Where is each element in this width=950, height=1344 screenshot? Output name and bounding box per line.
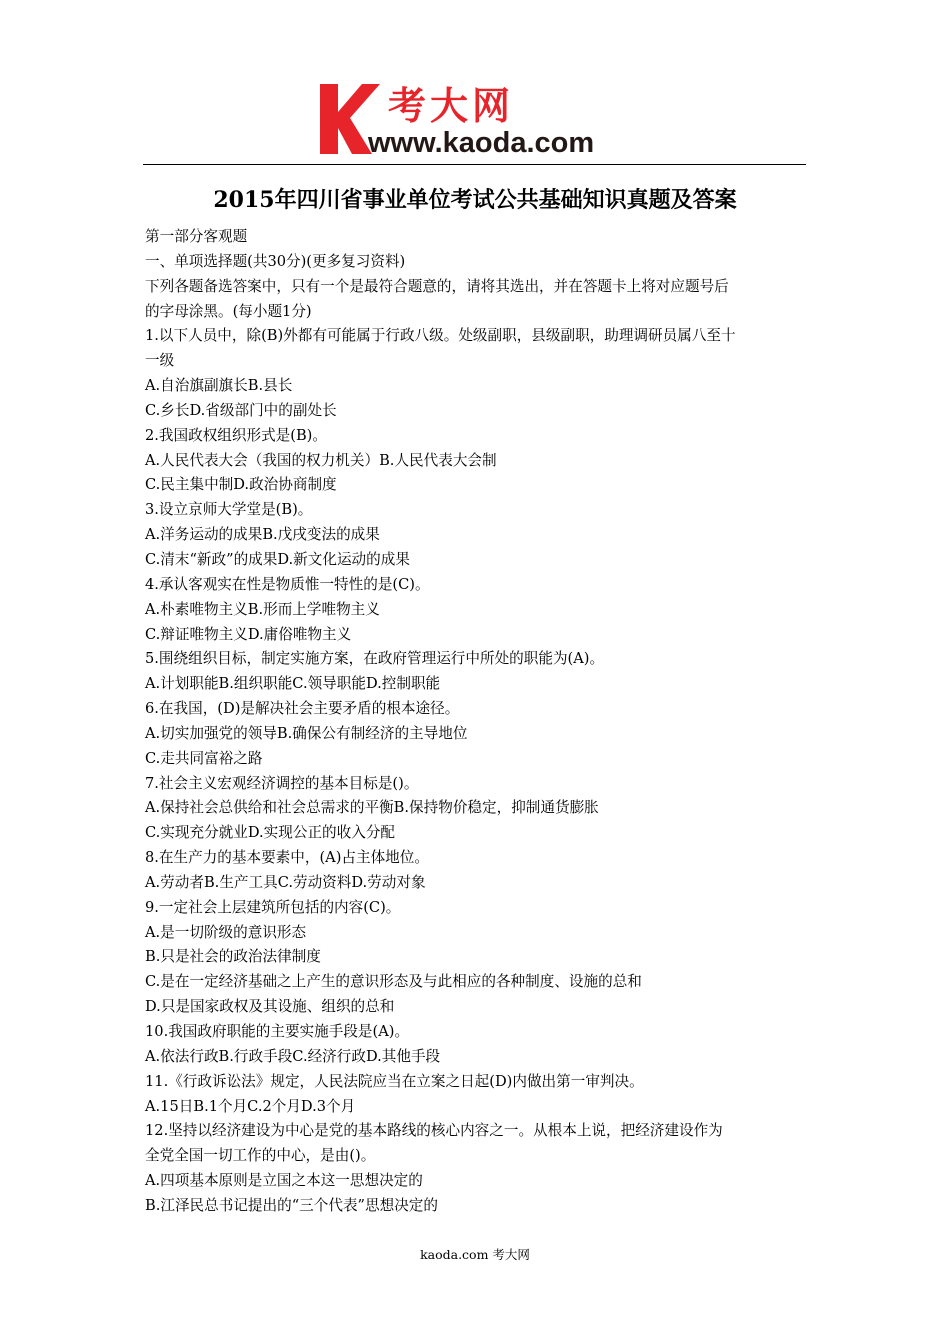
body-line: 第一部分客观题 [145,228,248,245]
body-line: 5.围绕组织目标，制定实施方案，在政府管理运行中所处的职能为(A)。 [145,650,605,668]
document-title: 2015年四川省事业单位考试公共基础知识真题及答案 [213,187,737,213]
body-line: A.计划职能B.组织职能C.领导职能D.控制职能 [145,675,441,693]
kaoda-logo [318,82,638,158]
page-footer: kaoda.com 考大网 [420,1247,530,1262]
body-line: 下列各题备选答案中，只有一个是最符合题意的，请将其选出，并在答题卡上将对应题号后 [145,277,729,295]
body-line: C.走共同富裕之路 [145,749,263,767]
body-line: D.只是国家政权及其设施、组织的总和 [145,998,395,1016]
body-line: A.依法行政B.行政手段C.经济行政D.其他手段 [145,1047,441,1065]
body-line: B.只是社会的政治法律制度 [145,948,321,966]
body-line: A.劳动者B.生产工具C.劳动资料D.劳动对象 [145,873,426,891]
body-line: C.辩证唯物主义D.庸俗唯物主义 [145,625,352,643]
header-divider [143,164,806,165]
body-line: A.切实加强党的领导B.确保公有制经济的主导地位 [145,724,468,742]
body-line: C.清末“新政”的成果D.新文化运动的成果 [145,550,410,568]
body-line: 一级 [145,352,175,370]
body-line: 4.承认客观实在性是物质惟一特性的是(C)。 [145,575,430,593]
body-line: 11.《行政诉讼法》规定，人民法院应当在立案之日起(D)内做出第一审判决。 [145,1072,644,1090]
body-line: 的字母涂黑。(每小题1分) [145,302,312,320]
document-body [145,225,810,1219]
body-line: C.实现充分就业D.实现公正的收入分配 [145,824,396,842]
body-line: 一、单项选择题(共30分)(更多复习资料) [145,252,406,270]
body-line: A.自治旗副旗长B.县长 [145,377,293,395]
body-line: A.保持社会总供给和社会总需求的平衡B.保持物价稳定，抑制通货膨胀 [145,799,599,817]
body-line: A.15日B.1个月C.2个月D.3个月 [145,1097,356,1115]
body-line: 2.我国政权组织形式是(B)。 [145,426,327,444]
body-line: A.四项基本原则是立国之本这一思想决定的 [145,1172,423,1190]
body-line: 全党全国一切工作的中心，是由()。 [145,1147,376,1165]
body-line: 9.一定社会上层建筑所包括的内容(C)。 [145,898,401,916]
body-line: 10.我国政府职能的主要实施手段是(A)。 [145,1023,410,1040]
body-line: 12.坚持以经济建设为中心是党的基本路线的核心内容之一。从根本上说，把经济建设作为 [145,1122,723,1140]
body-line: B.江泽民总书记提出的“三个代表”思想决定的 [145,1196,438,1214]
body-line: 8.在生产力的基本要素中，(A)占主体地位。 [145,849,429,867]
body-line: A.洋务运动的成果B.戊戌变法的成果 [145,526,380,544]
body-line: 6.在我国，(D)是解决社会主要矛盾的根本途径。 [145,700,460,718]
body-line: C.乡长D.省级部门中的副处长 [145,401,337,419]
body-line: 1.以下人员中，除(B)外都有可能属于行政八级。处级副职，县级副职，助理调研员属八至十 [145,327,736,345]
body-line: A.人民代表大会（我国的权力机关）B.人民代表大会制 [145,451,497,469]
body-line: 7.社会主义宏观经济调控的基本目标是()。 [145,774,419,792]
body-line: A.朴素唯物主义B.形而上学唯物主义 [145,600,380,618]
body-line: 3.设立京师大学堂是(B)。 [145,501,313,519]
body-line: C.是在一定经济基础之上产生的意识形态及与此相应的各种制度、设施的总和 [145,973,642,991]
logo-cn-text: 考大网 [388,84,515,128]
body-line: C.民主集中制D.政治协商制度 [145,476,337,494]
logo-url-text: www.kaoda.com [368,127,595,158]
body-line: A.是一切阶级的意识形态 [145,923,307,941]
